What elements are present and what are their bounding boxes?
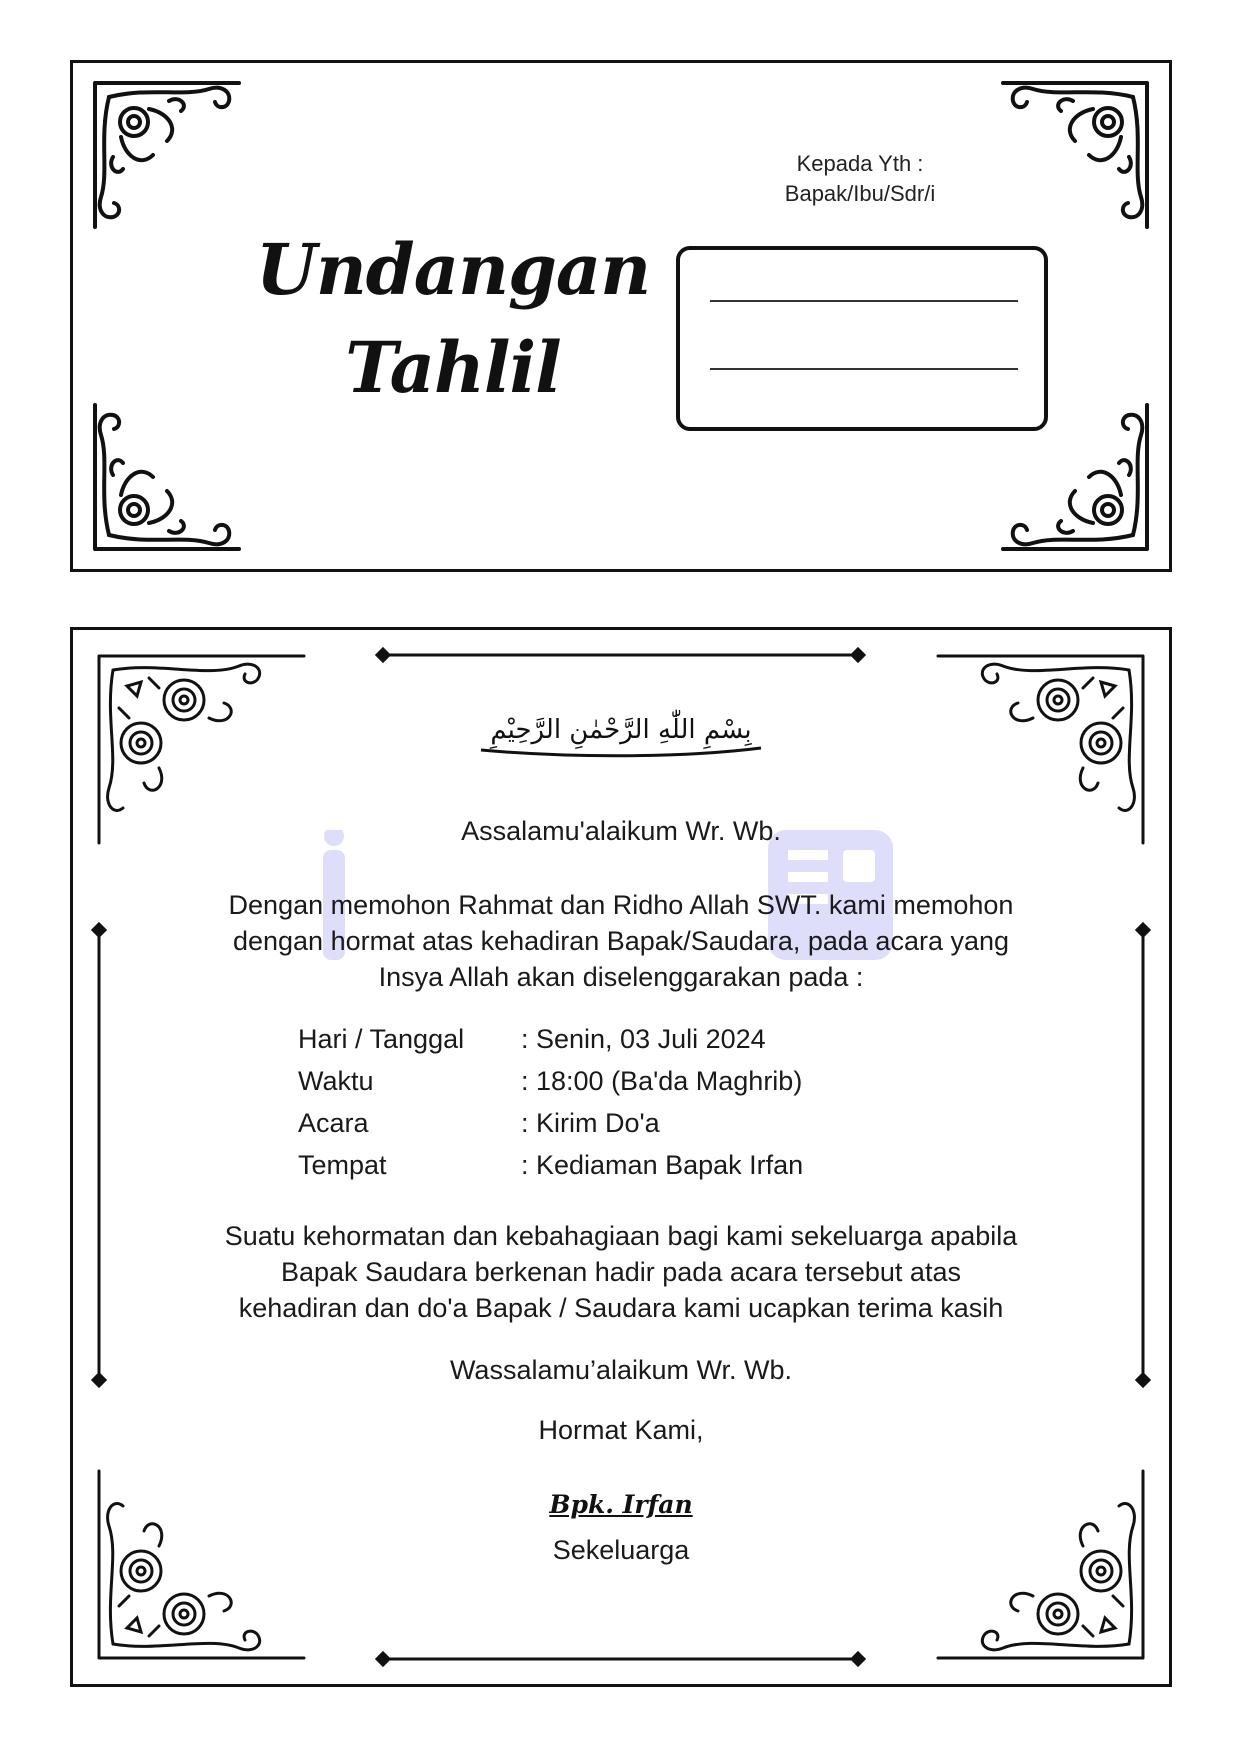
corner-ornament-top-left	[89, 77, 249, 237]
detail-value: : Kirim Do'a	[521, 1108, 660, 1138]
detail-value: : Senin, 03 Juli 2024	[521, 1024, 766, 1054]
envelope-card	[70, 60, 1172, 572]
envelope-title-line-1: Undangan	[255, 228, 651, 311]
corner-ornament-bottom-left	[89, 395, 249, 555]
recipient-salutation: Bapak/Ibu/Sdr/i	[784, 181, 936, 206]
detail-label: Hari / Tanggal	[298, 1024, 465, 1054]
opening-line-1: Dengan memohon Rahmat dan Ridho Allah SWT. kami memohon	[228, 890, 1014, 920]
invitation-letter-card	[70, 627, 1172, 1687]
corner-ornament-top-right	[993, 77, 1153, 237]
envelope-title-line-2: Tahlil	[345, 326, 561, 409]
recipient-prefix: Kepada Yth :	[796, 151, 924, 176]
closing-line-3: kehadiran dan do'a Bapak / Saudara kami ucapkan terima kasih	[238, 1293, 1004, 1323]
detail-value: : Kediaman Bapak Irfan	[521, 1150, 804, 1180]
signer-group: Sekeluarga	[552, 1535, 690, 1565]
detail-row-event	[298, 1102, 803, 1144]
address-line-1	[710, 300, 1018, 302]
detail-row-time	[298, 1060, 803, 1102]
closing-paragraph	[73, 1218, 1169, 1326]
detail-label: Tempat	[298, 1150, 387, 1180]
closing-line-1: Suatu kehormatan dan kebahagiaan bagi kami sekeluarga apabila	[224, 1221, 1018, 1251]
closing-line-2: Bapak Saudara berkenan hadir pada acara tersebut atas	[281, 1257, 961, 1287]
opening-line-3: Insya Allah akan diselenggarakan pada :	[378, 962, 864, 992]
farewell: Wassalamu’alaikum Wr. Wb.	[449, 1355, 793, 1385]
signer-name: Bpk. Irfan	[549, 1490, 693, 1519]
greeting: Assalamu'alaikum Wr. Wb.	[461, 816, 781, 846]
basmalah-calligraphy	[421, 698, 821, 768]
detail-label: Waktu	[298, 1066, 374, 1096]
opening-paragraph	[73, 887, 1169, 995]
detail-row-date	[298, 1018, 803, 1060]
basmalah-text: بِسْمِ اللّٰهِ الرَّحْمٰنِ الرَّحِيْمِ	[490, 715, 752, 745]
detail-value: : 18:00 (Ba'da Maghrib)	[521, 1066, 803, 1096]
event-details	[298, 1018, 803, 1186]
recipient-address-box[interactable]	[676, 246, 1048, 431]
detail-label: Acara	[298, 1108, 369, 1138]
regards: Hormat Kami,	[538, 1415, 704, 1445]
detail-row-place	[298, 1144, 803, 1186]
address-line-2	[710, 368, 1018, 370]
opening-line-2: dengan hormat atas kehadiran Bapak/Saudara, pada acara yang	[232, 926, 1010, 956]
